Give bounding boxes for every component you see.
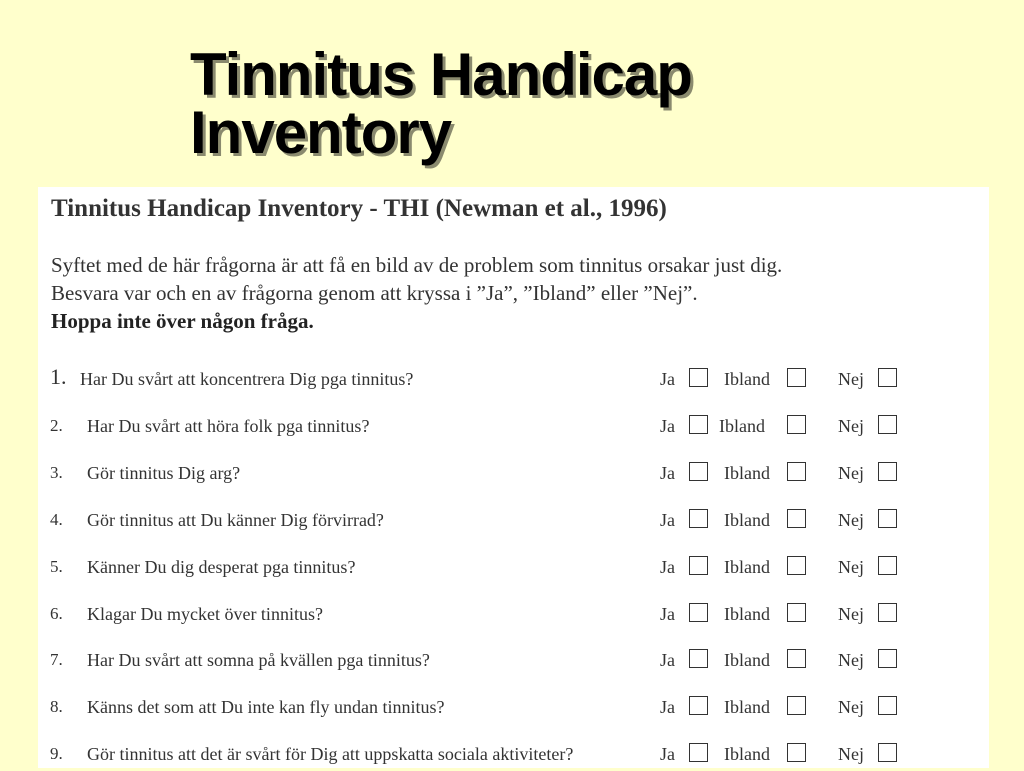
checkbox-sometimes[interactable] [787, 743, 806, 762]
checkbox-sometimes[interactable] [787, 368, 806, 387]
question-row [38, 647, 989, 677]
question-number: 4. [50, 509, 63, 529]
checkbox-no[interactable] [878, 415, 897, 434]
question-number: 1. [50, 364, 67, 389]
question-text: Har Du svårt att höra folk pga tinnitus? [87, 415, 370, 436]
question-number: 3. [50, 462, 63, 482]
checkbox-sometimes[interactable] [787, 696, 806, 715]
question-row [38, 554, 989, 584]
checkbox-yes[interactable] [689, 415, 708, 434]
question-text: Gör tinnitus Dig arg? [87, 462, 241, 483]
option-label-sometimes: Ibland [724, 697, 770, 718]
checkbox-yes[interactable] [689, 462, 708, 481]
option-label-no: Nej [838, 556, 864, 577]
question-row [38, 507, 989, 537]
checkbox-sometimes[interactable] [787, 509, 806, 528]
checkbox-sometimes[interactable] [787, 556, 806, 575]
option-label-sometimes: Ibland [724, 509, 770, 530]
question-number: 8. [50, 697, 63, 717]
checkbox-yes[interactable] [689, 696, 708, 715]
option-label-no: Nej [838, 415, 864, 436]
question-number: 2. [50, 415, 63, 435]
option-label-sometimes: Ibland [719, 415, 765, 436]
checkbox-sometimes[interactable] [787, 415, 806, 434]
question-row [38, 366, 989, 396]
question-row [38, 460, 989, 490]
question-text: Gör tinnitus att Du känner Dig förvirrad? [87, 509, 384, 530]
instructions-line-1: Syftet med de här frågorna är att få en bild av de problem som tinnitus orsakar just dig. [51, 253, 783, 277]
question-number: 5. [50, 556, 63, 576]
checkbox-yes[interactable] [689, 368, 708, 387]
checkbox-no[interactable] [878, 649, 897, 668]
slide-title-line-2: Inventory [190, 99, 452, 166]
checkbox-no[interactable] [878, 556, 897, 575]
checkbox-no[interactable] [878, 509, 897, 528]
option-label-no: Nej [838, 462, 864, 483]
option-label-yes: Ja [660, 415, 675, 436]
option-label-sometimes: Ibland [724, 603, 770, 624]
option-label-yes: Ja [660, 369, 675, 389]
questionnaire-sheet [38, 187, 989, 768]
option-label-no: Nej [838, 509, 864, 530]
question-text: Gör tinnitus att det är svårt för Dig att uppskatta sociala aktiviteter? [87, 744, 574, 765]
option-label-sometimes: Ibland [724, 650, 770, 671]
checkbox-sometimes[interactable] [787, 603, 806, 622]
option-label-yes: Ja [660, 462, 675, 483]
question-text: Känns det som att Du inte kan fly undan tinnitus? [87, 697, 445, 718]
question-text: Har Du svårt att koncentrera Dig pga tinnitus? [80, 369, 414, 389]
option-label-yes: Ja [660, 697, 675, 718]
checkbox-yes[interactable] [689, 509, 708, 528]
slide-title [190, 41, 692, 166]
checkbox-yes[interactable] [689, 743, 708, 762]
checkbox-no[interactable] [878, 462, 897, 481]
option-label-sometimes: Ibland [724, 462, 770, 483]
question-number: 6. [50, 603, 63, 623]
option-label-no: Nej [838, 697, 864, 718]
option-label-no: Nej [838, 650, 864, 671]
option-label-yes: Ja [660, 650, 675, 671]
checkbox-yes[interactable] [689, 649, 708, 668]
option-label-no: Nej [838, 744, 864, 765]
option-label-no: Nej [838, 603, 864, 624]
question-row [38, 741, 989, 771]
option-label-no: Nej [838, 369, 864, 389]
question-number: 7. [50, 650, 63, 670]
question-text: Klagar Du mycket över tinnitus? [87, 603, 323, 624]
checkbox-no[interactable] [878, 696, 897, 715]
option-label-sometimes: Ibland [724, 744, 770, 765]
form-heading: Tinnitus Handicap Inventory - THI (Newman et al., 1996) [51, 195, 667, 222]
checkbox-yes[interactable] [689, 603, 708, 622]
instructions-line-2: Besvara var och en av frågorna genom att kryssa i ”Ja”, ”Ibland” eller ”Nej”. [51, 281, 698, 305]
checkbox-sometimes[interactable] [787, 649, 806, 668]
checkbox-sometimes[interactable] [787, 462, 806, 481]
option-label-sometimes: Ibland [724, 369, 770, 389]
instructions-line-3: Hoppa inte över någon fråga. [51, 309, 314, 333]
checkbox-yes[interactable] [689, 556, 708, 575]
slide-title-line-1: Tinnitus Handicap [190, 41, 692, 108]
option-label-yes: Ja [660, 556, 675, 577]
checkbox-no[interactable] [878, 603, 897, 622]
form-instructions [51, 251, 782, 335]
option-label-yes: Ja [660, 603, 675, 624]
question-row [38, 601, 989, 631]
question-row [38, 694, 989, 724]
checkbox-no[interactable] [878, 743, 897, 762]
option-label-yes: Ja [660, 509, 675, 530]
checkbox-no[interactable] [878, 368, 897, 387]
option-label-sometimes: Ibland [724, 556, 770, 577]
option-label-yes: Ja [660, 744, 675, 765]
question-text: Har Du svårt att somna på kvällen pga tinnitus? [87, 650, 430, 671]
question-number: 9. [50, 744, 63, 764]
question-text: Känner Du dig desperat pga tinnitus? [87, 556, 356, 577]
question-row [38, 413, 989, 443]
